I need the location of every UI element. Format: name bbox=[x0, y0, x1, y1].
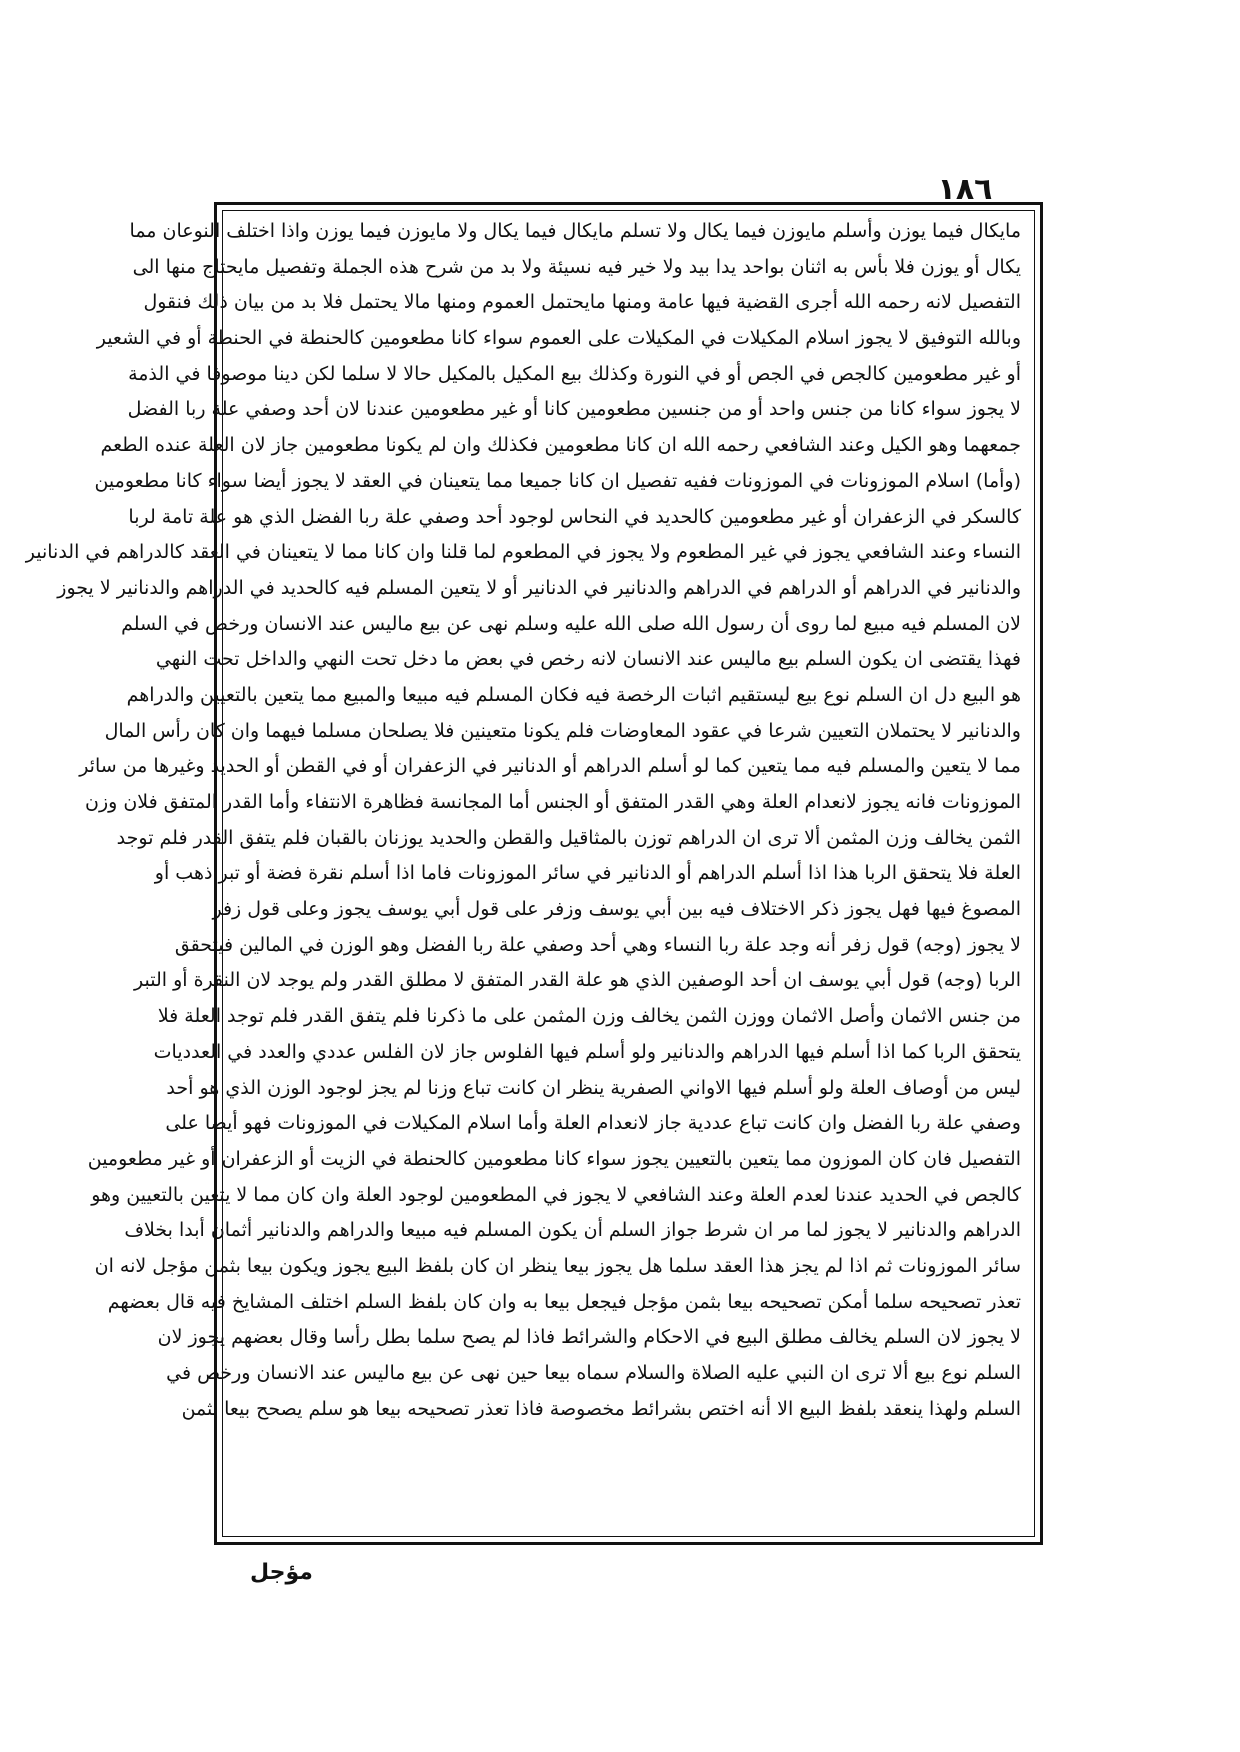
text-line: وصفي علة ربا الفضل وان كانت تباع عددية جاز لانعدام العلة وأما اسلام المكيلات في الموزونات فهو أيضا على bbox=[165, 1112, 1021, 1135]
text-line: والدنانير في الدراهم أو الدراهم في الدراهم والدنانير في الدنانير أو لا يتعين المسلم فيه كالحديد في الدراهم والدنانير لا يجوز bbox=[57, 576, 1021, 599]
text-line: تعذر تصحيحه سلما أمكن تصحيحه بيعا بثمن مؤجل فيجعل بيعا به وان كان بلفظ السلم اختلف المشايخ فيه قال بعضهم bbox=[107, 1290, 1021, 1313]
text-line: مايكال فيما يوزن وأسلم مايوزن فيما يكال ولا تسلم مايكال فيما يكال ولا مايوزن فيما يوزن واذا اختلف النوعان مما bbox=[129, 220, 1021, 242]
text-line: لا يجوز سواء كانا من جنس واحد أو من جنسين مطعومين كانا أو غير مطعومين عندنا لان أحد وصفي علة ربا الفضل bbox=[127, 398, 1021, 421]
text-line: التفصيل لانه رحمه الله أجرى القضية فيها عامة ومنها مايحتمل العموم ومنها مالا يحتمل فلا بد من بيان ذلك فنقول bbox=[143, 291, 1021, 314]
text-line: النساء وعند الشافعي يجوز في غير المطعوم ولا يجوز في المطعوم لما قلنا وان كانا مما لا يتعينان في العقد كالدراهم في الدنانير bbox=[25, 541, 1021, 564]
text-line: من جنس الاثمان وأصل الاثمان ووزن الثمن يخالف وزن المثمن على ما ذكرنا فلم يتفق القدر فلم توجد العلة فلا bbox=[157, 1005, 1021, 1028]
text-line: ليس من أوصاف العلة ولو أسلم فيها الاواني الصفرية ينظر ان كانت تباع وزنا لم يجز لوجود الوزن الذي هو أحد bbox=[166, 1076, 1021, 1099]
text-line: لا يجوز لان السلم يخالف مطلق البيع في الاحكام والشرائط فاذا لم يصح سلما بطل رأسا وقال بعضهم يجوز لان bbox=[157, 1326, 1021, 1349]
text-line: الربا (وجه) قول أبي يوسف ان أحد الوصفين الذي هو علة القدر المتفق لا مطلق القدر ولم يوجد لان النقرة أو التبر bbox=[134, 969, 1021, 992]
text-line: جمعهما وهو الكيل وعند الشافعي رحمه الله ان كانا مطعومين فكذلك وان لم يكونا مطعومين جاز لان العلة عنده الطعم bbox=[100, 434, 1021, 457]
text-line: كالجص في الحديد عندنا لعدم العلة وعند الشافعي لا يجوز في المطعومين لوجود العلة وان كان مما لا يتعين بالتعيين وهو bbox=[91, 1183, 1021, 1206]
page-number: ١٨٦ bbox=[937, 172, 993, 207]
text-line: التفصيل فان كان الموزون مما يتعين بالتعيين يجوز سواء كانا مطعومين كالحنطة في الزيت أو الزعفران أو غير مطعومين bbox=[87, 1147, 1021, 1170]
text-line: لان المسلم فيه مبيع لما روى أن رسول الله صلى الله عليه وسلم نهى عن بيع ماليس عند الانسان ورخص في السلم bbox=[121, 612, 1021, 635]
text-line: الموزونات فانه يجوز لانعدام العلة وهي القدر المتفق أو الجنس أما المجانسة فظاهرة الانتفاء وأما القدر المتفق فلان وزن bbox=[85, 791, 1021, 813]
text-line: مما لا يتعين والمسلم فيه مما يتعين كما لو أسلم الدراهم أو الدنانير في الزعفران أو في القطن أو الحديد وغيرها من سائر bbox=[79, 755, 1021, 778]
text-line: (وأما) اسلام الموزونات في الموزونات ففيه تفصيل ان كانا جميعا مما يتعينان في العقد لا يجوز أيضا سواء كانا مطعومين bbox=[94, 469, 1021, 492]
text-line: الثمن يخالف وزن المثمن ألا ترى ان الدراهم توزن بالمثاقيل والقطن والحديد يوزنان بالقبان فلم يتفق القدر فلم توجد bbox=[116, 826, 1021, 849]
text-line: يتحقق الربا كما اذا أسلم فيها الدراهم والدنانير ولو أسلم فيها الفلوس جاز لان الفلس عددي والعدد في العدديات bbox=[153, 1040, 1021, 1063]
text-line: لا يجوز (وجه) قول زفر أنه وجد علة ربا النساء وهي أحد وصفي علة ربا الفضل وهو الوزن في المالين فيتحقق bbox=[174, 933, 1021, 956]
text-line: أو غير مطعومين كالجص في الجص أو في النورة وكذلك بيع المكيل بالمكيل حالا لا سلما لكن دينا موصوفا في الذمة bbox=[128, 362, 1021, 385]
text-line: العلة فلا يتحقق الربا هذا اذا أسلم الدراهم أو الدنانير في سائر الموزونات فاما اذا أسلم نقرة فضة أو تبر ذهب أو bbox=[154, 862, 1021, 885]
text-line: وبالله التوفيق لا يجوز اسلام المكيلات في المكيلات على العموم سواء كانا مطعومين كالحنطة في الحنطة أو في الشعير bbox=[96, 327, 1021, 350]
text-line: السلم ولهذا ينعقد بلفظ البيع الا أنه اختص بشرائط مخصوصة فاذا تعذر تصحيحه بيعا هو سلم يصحح بيعا بثمن bbox=[181, 1397, 1021, 1420]
text-body bbox=[25, 214, 1021, 1536]
text-line: والدنانير لا يحتملان التعيين شرعا في عقود المعاوضات فلم يكونا متعينين فلا يصلحان مسلما فيهما وان كان رأس المال bbox=[104, 719, 1021, 742]
text-line: كالسكر في الزعفران أو غير مطعومين كالحديد في النحاس لوجود أحد وصفي علة ربا الفضل الذي هو علة تامة لربا bbox=[128, 505, 1021, 528]
catchword: مؤجل bbox=[250, 1560, 313, 1585]
text-line: يكال أو يوزن فلا بأس به اثنان بواحد يدا بيد ولا خير فيه نسيئة ولا بد من شرح هذه الجملة وتفصيل مايحتاج منها الى bbox=[132, 255, 1021, 278]
text-line: هو البيع دل ان السلم نوع بيع ليستقيم اثبات الرخصة فيه فكان المسلم فيه مبيعا والمبيع مما يتعين بالتعيين والدراهم bbox=[126, 683, 1021, 706]
text-line: فهذا يقتضى ان يكون السلم بيع ماليس عند الانسان لانه رخص في بعض ما دخل تحت النهي والداخل تحت النهي bbox=[155, 648, 1021, 671]
text-line: المصوغ فيها فهل يجوز ذكر الاختلاف فيه بين أبي يوسف وزفر على قول أبي يوسف يجوز وعلى قول زفر bbox=[212, 898, 1021, 921]
text-line: السلم نوع بيع ألا ترى ان النبي عليه الصلاة والسلام سماه بيعا حين نهى عن بيع ماليس عند الانسان ورخص في bbox=[166, 1362, 1021, 1384]
text-line: الدراهم والدنانير لا يجوز لما مر ان شرط جواز السلم أن يكون المسلم فيه مبيعا والدراهم والدنانير أثمان أبدا بخلاف bbox=[124, 1219, 1021, 1242]
text-line: سائر الموزونات ثم اذا لم يجز هذا العقد سلما هل يجوز بيعا ينظر ان كان بلفظ البيع يجوز ويكون بيعا بثمن مؤجل لانه ان bbox=[94, 1254, 1021, 1277]
